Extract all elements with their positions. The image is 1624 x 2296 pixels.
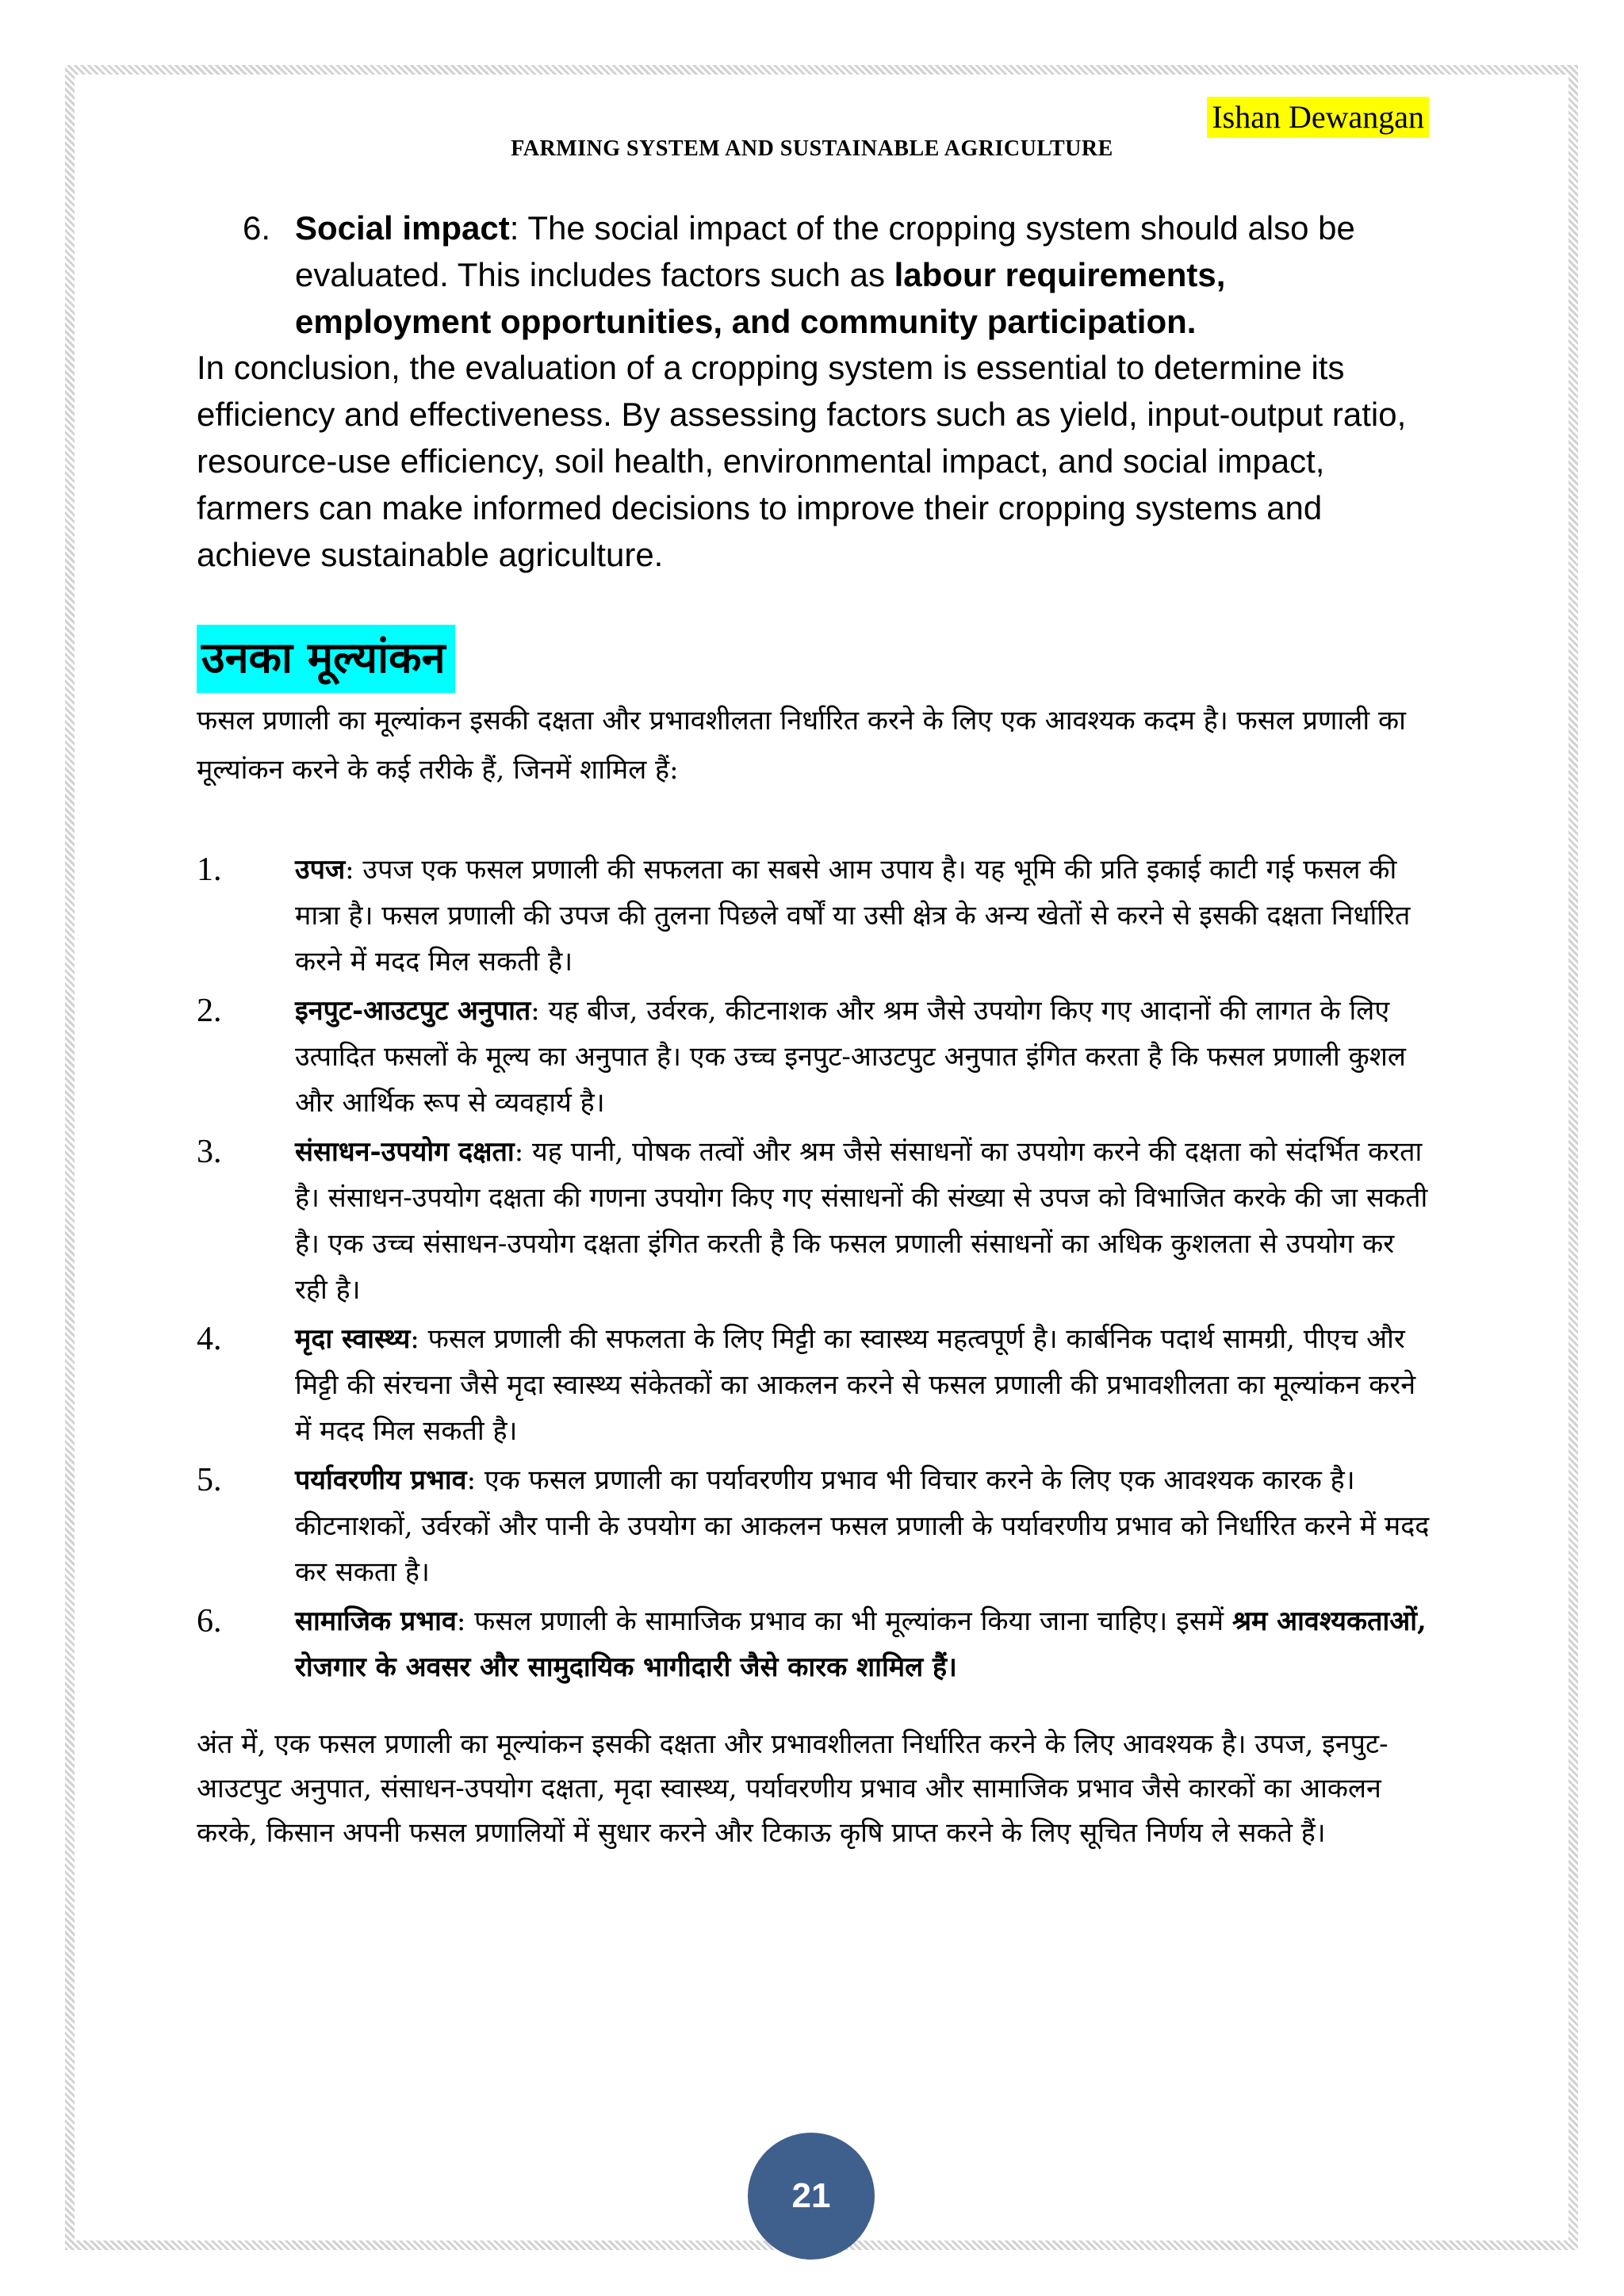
item-term: मृदा स्वास्थ्य	[295, 1323, 411, 1355]
hindi-list-item	[197, 847, 1434, 985]
page-number-badge	[748, 2133, 875, 2260]
item-term: Social impact	[295, 209, 510, 247]
hindi-list-item	[197, 1457, 1434, 1595]
hindi-intro: फसल प्रणाली का मूल्यांकन इसकी दक्षता और प्रभावशीलता निर्धारित करने के लिए एक आवश्यक कदम है। फसल प्रणाली का मूल्यांकन करने के कई तरीके हैं, जिनमें शामिल हैं:	[197, 705, 1406, 786]
list-number: 5.	[197, 1462, 222, 1498]
english-list	[243, 205, 1416, 345]
item-bold-text: श्रम आवश्यकताओं, रोजगार के अवसर और सामुदायिक भागीदारी जैसे कारक शामिल हैं।	[295, 1605, 1427, 1683]
item-text: : यह बीज, उर्वरक, कीटनाशक और श्रम जैसे उपयोग किए गए आदानों की लागत के लिए उत्पादित फसलों के मूल्य का अनुपात है। एक उच्च इनपुट-आउटपुट अनुपात इंगित करता है कि फसल प्रणाली कुशल और आर्थिक रूप से व्यवहार्य है।	[295, 995, 1406, 1119]
english-conclusion: In conclusion, the evaluation of a cropping system is essential to determine its efficiency and effectiveness. By assessing factors such as yield, input-output ratio, resource-use efficiency, soil health, environmental impact, and social impact, farmers can make informed decisions to improve their cropping systems and achieve sustainable agriculture.	[197, 349, 1407, 573]
english-list-item	[243, 205, 1416, 345]
item-text: : The social impact of the cropping system should also be evaluated. This includes factors such as	[295, 209, 1355, 293]
item-bold-text: labour requirements, employment opportunities, and community participation.	[295, 256, 1226, 340]
author-name: Ishan Dewangan	[1207, 97, 1429, 138]
running-header-title: FARMING SYSTEM AND SUSTAINABLE AGRICULTURE	[511, 136, 1113, 161]
item-term: पर्यावरणीय प्रभाव	[295, 1464, 467, 1496]
hindi-list-item	[197, 1598, 1434, 1690]
item-text: : उपज एक फसल प्रणाली की सफलता का सबसे आम उपाय है। यह भूमि की प्रति इकाई काटी गई फसल की मात्रा है। फसल प्रणाली की उपज की तुलना पिछले वर्षों या उसी क्षेत्र के अन्य खेतों से करने से इसकी दक्षता निर्धारित करने में मदद मिल सकती है।	[295, 854, 1411, 978]
item-text: : एक फसल प्रणाली का पर्यावरणीय प्रभाव भी विचार करने के लिए एक आवश्यक कारक है। कीटनाशकों, उर्वरकों और पानी के उपयोग का आकलन फसल प्रणाली के पर्यावरणीय प्रभाव को निर्धारित करने में मदद कर सकता है।	[295, 1464, 1430, 1588]
hindi-list-item	[197, 988, 1434, 1126]
hindi-list	[197, 847, 1434, 1693]
item-text: : फसल प्रणाली की सफलता के लिए मिट्टी का स्वास्थ्य महत्वपूर्ण है। कार्बनिक पदार्थ सामग्री, पीएच और मिट्टी की संरचना जैसे मृदा स्वास्थ्य संकेतकों का आकलन करने से फसल प्रणाली की प्रभावशीलता का मूल्यांकन करने में मदद मिल सकती है।	[295, 1323, 1416, 1447]
item-term: उपज	[295, 854, 346, 886]
hindi-conclusion: अंत में, एक फसल प्रणाली का मूल्यांकन इसकी दक्षता और प्रभावशीलता निर्धारित करने के लिए आवश्यक है। उपज, इनपुट-आउटपुट अनुपात, संसाधन-उपयोग दक्षता, मृदा स्वास्थ्य, पर्यावरणीय प्रभाव और सामाजिक प्रभाव जैसे कारकों का आकलन करके, किसान अपनी फसल प्रणालियों में सुधार करने और टिकाऊ कृषि प्राप्त करने के लिए सूचित निर्णय ले सकते हैं।	[197, 1728, 1388, 1849]
page-number: 21	[791, 2176, 831, 2215]
item-text: : यह पानी, पोषक तत्वों और श्रम जैसे संसाधनों का उपयोग करने की दक्षता को संदर्भित करता है। संसाधन-उपयोग दक्षता की गणना उपयोग किए गए संसाधनों की संख्या से उपज को विभाजित करके की जा सकती है। एक उच्च संसाधन-उपयोग दक्षता इंगित करती है कि फसल प्रणाली संसाधनों का अधिक कुशलता से उपयोग कर रही है।	[295, 1136, 1428, 1306]
item-term: संसाधन-उपयोग दक्षता	[295, 1136, 515, 1168]
list-number: 4.	[197, 1321, 222, 1357]
section-heading: उनका मूल्यांकन	[197, 625, 455, 693]
list-number: 6.	[243, 209, 271, 247]
hindi-list-item	[197, 1316, 1434, 1454]
list-number: 1.	[197, 851, 222, 888]
hindi-list-item	[197, 1129, 1434, 1313]
item-term: सामाजिक प्रभाव	[295, 1605, 457, 1637]
list-number: 3.	[197, 1134, 222, 1170]
item-text: : फसल प्रणाली के सामाजिक प्रभाव का भी मूल्यांकन किया जाना चाहिए। इसमें	[456, 1605, 1232, 1637]
list-number: 6.	[197, 1603, 222, 1640]
item-term: इनपुट-आउटपुट अनुपात	[295, 995, 531, 1027]
list-number: 2.	[197, 993, 222, 1029]
